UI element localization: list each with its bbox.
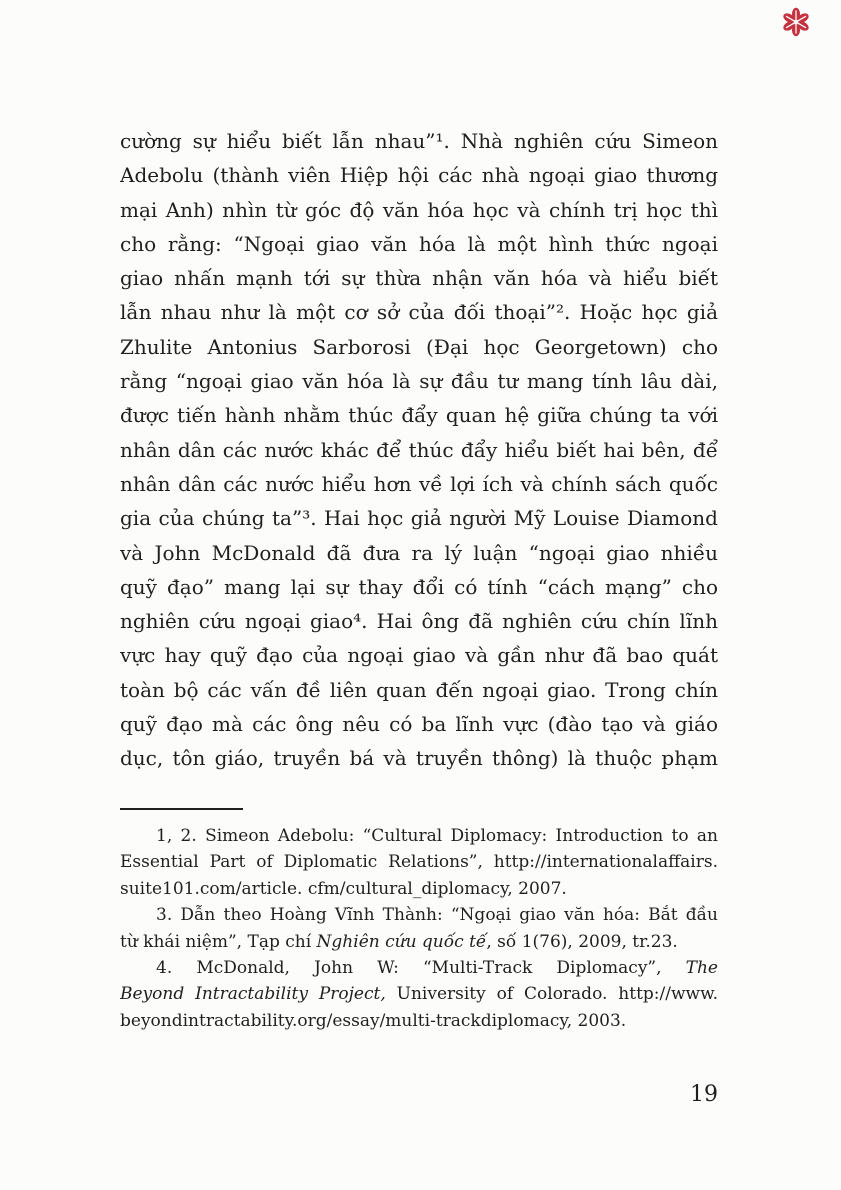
body-line: nhân dân các nước khác để thúc đẩy hiểu biết hai bên, để	[120, 437, 718, 462]
footnote-4-work-title: The	[685, 957, 718, 978]
body-line: nghiên cứu ngoại giao⁴. Hai ông đã nghiên cứu chín lĩnh	[120, 609, 718, 634]
footnote-1-2-line: 1, 2. Simeon Adebolu: “Cultural Diplomacy: Introduction to an	[156, 826, 718, 846]
body-line: quỹ đạo mà các ông nêu có ba lĩnh vực (đào tạo và giáo	[120, 712, 718, 737]
footnote-4-line	[120, 981, 718, 1007]
body-paragraph	[120, 124, 718, 776]
body-line: vực hay quỹ đạo của ngoại giao và gần như đã bao quát	[120, 643, 718, 668]
body-line: quỹ đạo” mang lại sự thay đổi có tính “cách mạng” cho	[120, 574, 718, 599]
footnotes-block	[120, 823, 718, 1034]
page-number: 19	[690, 1082, 718, 1107]
footnote-3-line	[120, 929, 718, 955]
footnote-3-text: , số 1(76), 2009, tr.23.	[486, 931, 678, 952]
body-line: được tiến hành nhằm thúc đẩy quan hệ giữa chúng ta với	[120, 403, 718, 428]
footnote-4-text: University of Colorado. http://www.	[385, 984, 718, 1005]
body-line: giao nhấn mạnh tới sự thừa nhận văn hóa và hiểu biết	[120, 266, 718, 291]
body-line: dục, tôn giáo, truyền bá và truyền thông) là thuộc phạm	[120, 746, 718, 771]
body-line: Zhulite Antonius Sarborosi (Đại học Georgetown) cho	[120, 334, 718, 359]
body-line: gia của chúng ta”³. Hai học giả người Mỹ Louise Diamond	[120, 506, 718, 531]
footnote-3-line: 3. Dẫn theo Hoàng Vĩnh Thành: “Ngoại giao văn hóa: Bắt đầu	[156, 905, 718, 926]
red-flower-ornament-icon	[782, 7, 810, 37]
footnote-3-journal-title: Nghiên cứu quốc tế	[316, 931, 487, 952]
footnote-4-line	[120, 955, 718, 981]
body-line: mại Anh) nhìn từ góc độ văn hóa học và chính trị học thì	[120, 197, 718, 222]
footnote-4-line: beyondintractability.org/essay/multi-trackdiplomacy, 2003.	[120, 1010, 627, 1031]
body-line: lẫn nhau như là một cơ sở của đối thoại”². Hoặc học giả	[120, 300, 718, 325]
body-line: và John McDonald đã đưa ra lý luận “ngoại giao nhiều	[120, 540, 718, 565]
footnote-separator	[120, 808, 243, 810]
body-line: cho rằng: “Ngoại giao văn hóa là một hình thức ngoại	[120, 231, 718, 256]
footnote-3-text: từ khái niệm”, Tạp chí	[120, 931, 317, 952]
body-line: Adebolu (thành viên Hiệp hội các nhà ngoại giao thương	[120, 163, 718, 188]
body-line: nhân dân các nước hiểu hơn về lợi ích và chính sách quốc	[120, 471, 718, 496]
footnote-1-2-line: suite101.com/article. cfm/cultural_diplomacy, 2007.	[120, 878, 567, 899]
footnote-4-text: 4. McDonald, John W: “Multi-Track Diplomacy”,	[156, 957, 686, 978]
body-line: cường sự hiểu biết lẫn nhau”¹. Nhà nghiên cứu Simeon	[120, 129, 718, 153]
body-line: toàn bộ các vấn đề liên quan đến ngoại giao. Trong chín	[120, 677, 718, 702]
footnote-4-work-title: Beyond Intractability Project,	[120, 984, 386, 1005]
footnote-1-2-line: Essential Part of Diplomatic Relations”, http://internationalaffairs.	[120, 852, 718, 873]
body-line: rằng “ngoại giao văn hóa là sự đầu tư mang tính lâu dài,	[120, 369, 718, 394]
